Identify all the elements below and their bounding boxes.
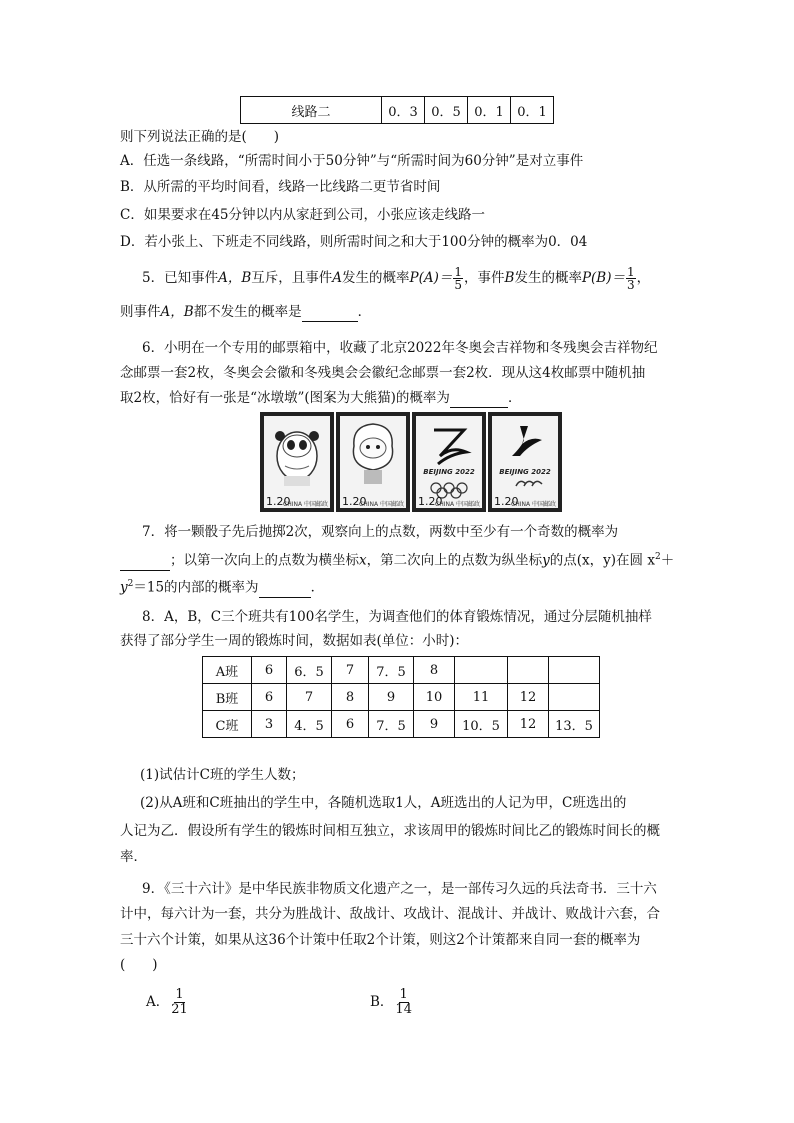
fraction-one-fifth: $\frac{1}{5}$ bbox=[454, 265, 463, 292]
q6-line1: 6．小明在一个专用的邮票箱中，收藏了北京2022年冬奥会吉祥物和冬残奥会吉祥物纪 bbox=[142, 340, 658, 356]
q8-sub2-line1: (2)从A班和C班抽出的学生中，各随机选取1人，A班选出的人记为甲，C班选出的 bbox=[140, 795, 627, 811]
q4-option-a: A．任选一条线路，“所需时间小于50分钟”与“所需时间为60分钟”是对立事件 bbox=[120, 153, 584, 169]
q8-line1: 8．A，B，C三个班共有100名学生，为调查他们的体育锻炼情况，通过分层随机抽样 bbox=[142, 609, 652, 625]
route-value: 0．3 bbox=[382, 97, 425, 124]
olympic-stamps-image bbox=[258, 412, 564, 514]
q9-line1: 9．《三十六计》是中华民族非物质文化遗产之一，是一部传习久远的兵法奇书．三十六 bbox=[142, 881, 657, 897]
q7-line1: 7．将一颗骰子先后抛掷2次，观察向上的点数，两数中至少有一个奇数的概率为 bbox=[142, 524, 619, 540]
answer-blank[interactable] bbox=[302, 303, 358, 322]
fraction-one-fourteenth: $\frac{1}{14}$ bbox=[395, 987, 412, 1017]
q9-line3: 三十六个计策，如果从这36个计策中任取2个计策，则这2个计策都来自同一套的概率为 bbox=[120, 932, 641, 948]
q9-line2: 计中，每六计为一套，共分为胜战计、敌战计、攻战计、混战计、并战计、败战计六套，合 bbox=[120, 906, 660, 922]
answer-blank[interactable] bbox=[120, 552, 170, 571]
stamp-paralympics-emblem: BEIJING 2022 1.20 CHINA 中国邮政 bbox=[488, 412, 562, 512]
q7-line2: ；以第一次向上的点数为横坐标x，第二次向上的点数为纵坐标y的点(x，y)在圆 $x^2+$ bbox=[120, 548, 674, 571]
q8-line2: 获得了部分学生一周的锻炼时间，数据如表(单位：小时)： bbox=[120, 633, 469, 649]
q4-stem: 则下列说法正确的是( ) bbox=[120, 129, 280, 145]
q8-sub2-line3: 率． bbox=[120, 849, 147, 865]
q9-option-a[interactable]: A． $\frac{1}{21}$ bbox=[146, 987, 188, 1017]
route-value: 0．1 bbox=[511, 97, 554, 124]
exercise-time-table bbox=[202, 656, 600, 738]
fraction-one-twenty-first: $\frac{1}{21}$ bbox=[171, 987, 188, 1017]
q9-option-b[interactable]: B． $\frac{1}{14}$ bbox=[370, 987, 412, 1017]
route-value: 0．5 bbox=[425, 97, 468, 124]
table-row: B班 6 7 8 9 10 11 12 bbox=[203, 684, 600, 711]
q9-paren: ( ) bbox=[120, 957, 158, 973]
answer-blank[interactable] bbox=[450, 389, 508, 408]
route-table bbox=[240, 96, 554, 124]
q8-sub2-line2: 人记为乙．假设所有学生的锻炼时间相互独立，求该周甲的锻炼时间比乙的锻炼时间长的概 bbox=[120, 823, 660, 839]
table-row: C班 3 4．5 6 7．5 9 10．5 12 13．5 bbox=[203, 711, 600, 738]
stamp-shuey-rhon-rhon: 1.20 CHINA 中国邮政 bbox=[336, 412, 410, 512]
stamp-winter-olympics-emblem: BEIJING 2022 1.20 CHINA 中国邮政 bbox=[412, 412, 486, 512]
q8-sub1: (1)试估计C班的学生人数； bbox=[140, 767, 305, 783]
answer-blank[interactable] bbox=[259, 579, 311, 598]
q4-option-b: B．从所需的平均时间看，线路一比线路二更节省时间 bbox=[120, 179, 441, 195]
route-value: 0．1 bbox=[468, 97, 511, 124]
q6-line2: 念邮票一套2枚，冬奥会会徽和冬残奥会会徽纪念邮票一套2枚．现从这4枚邮票中随机抽 bbox=[120, 365, 646, 381]
q4-option-d: D．若小张上、下班走不同线路，则所需时间之和大于100分钟的概率为0．04 bbox=[120, 234, 588, 250]
route-label: 线路二 bbox=[241, 97, 382, 124]
stamp-bing-dwen-dwen: 1.20 CHINA 中国邮政 bbox=[260, 412, 334, 512]
q5-line1: 5．已知事件A，B互斥，且事件A发生的概率P(A)＝ $\frac{1}{5}$ ，事件B发生的概率P(B)＝ $\frac{1}{3}$ ， bbox=[142, 265, 651, 292]
q7-line3: $y^2=15$的内部的概率为 ． bbox=[120, 579, 325, 596]
fraction-one-third: $\frac{1}{3}$ bbox=[627, 265, 635, 292]
q5-line2: 则事件A，B都不发生的概率是 ． bbox=[120, 304, 372, 320]
q4-option-c: C．如果要求在45分钟以内从家赶到公司，小张应该走线路一 bbox=[120, 207, 486, 223]
table-row: A班 6 6．5 7 7．5 8 bbox=[203, 657, 600, 684]
q6-line3: 取2枚，恰好有一张是“冰墩墩”(图案为大熊猫)的概率为 ． bbox=[120, 390, 522, 406]
